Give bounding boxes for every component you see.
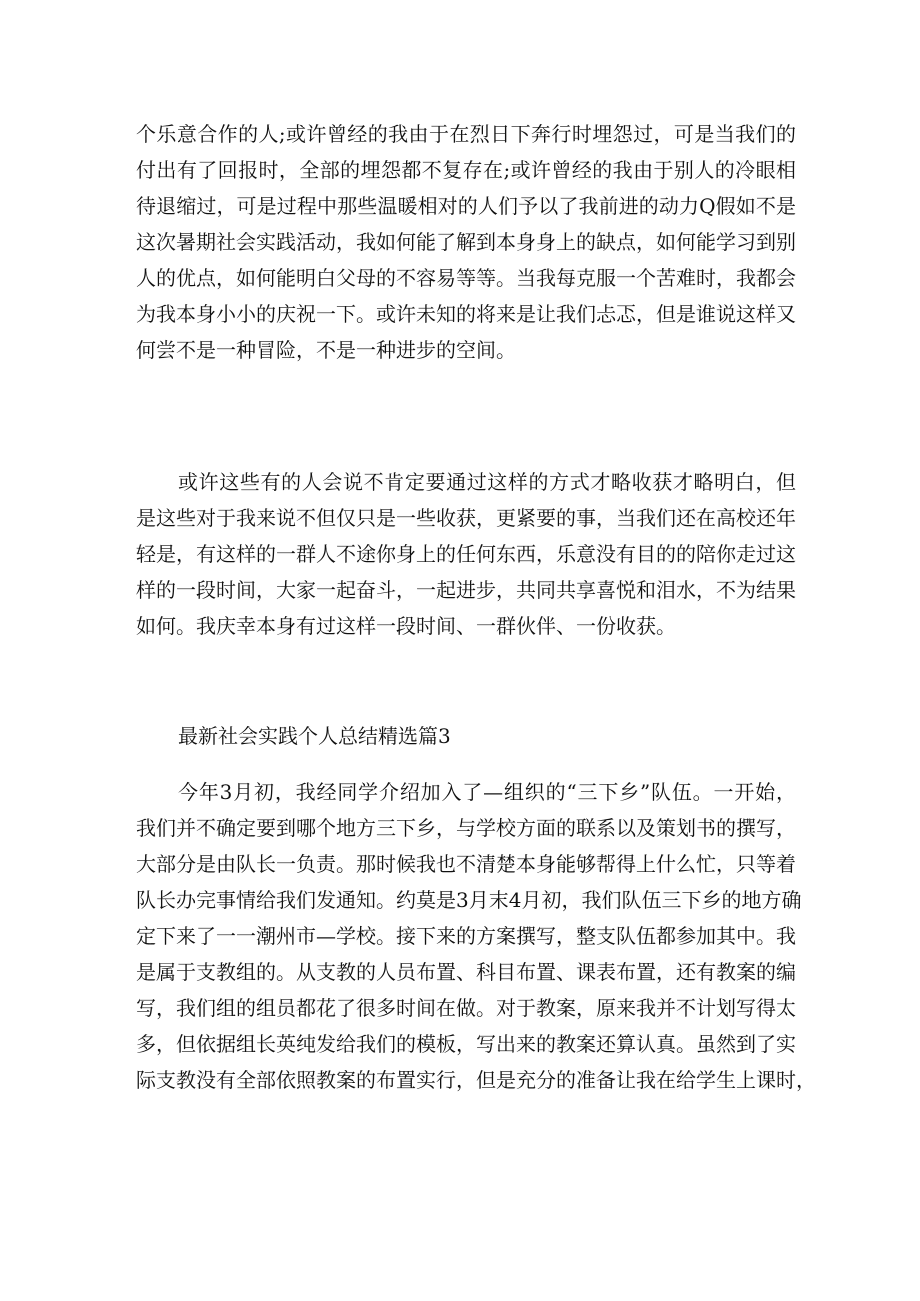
paragraph-1 [136,116,796,368]
text-line: 这次暑期社会实践活动，我如何能了解到本身身上的缺点，如何能学习到别 [136,230,796,254]
text-line: 待退缩过，可是过程中那些温暖相对的人们予以了我前进的动力Q假如不是 [136,194,796,218]
text-line: 轻是，有这样的一群人不途你身上的任何东西，乐意没有目的的陪你走过这 [136,542,796,566]
text-line: 队长办完事情给我们发通知。约莫是3月末4月初，我们队伍三下乡的地方确 [136,888,802,912]
section-heading: 最新社会实践个人总结精选篇3 [178,724,451,748]
text-line: 是这些对于我来说不但仅只是一些收获，更紧要的事，当我们还在高校还年 [136,506,796,530]
text-line: 今年3月初，我经同学介绍加入了—组织的“三下乡”队伍。一开始， [178,780,796,804]
text-line: 样的一段时间，大家一起奋斗，一起进步，共同共享喜悦和泪水，不为结果 [136,578,796,602]
paragraph-3 [136,774,816,1098]
text-line: 人的优点，如何能明白父母的不容易等等。当我每克服一个苦难时，我都会 [136,266,796,290]
text-line: 是属于支教组的。从支教的人员布置、科目布置、课表布置，还有教案的编 [136,960,796,984]
paragraph-2 [136,464,796,644]
text-line: 大部分是由队长一负责。那时候我也不清楚本身能够帮得上什么忙，只等着 [136,852,796,876]
text-line: 个乐意合作的人;或许曾经的我由于在烈日下奔行时埋怨过，可是当我们的 [136,122,796,146]
text-line: 我们并不确定要到哪个地方三下乡，与学校方面的联系以及策划书的撰写， [136,816,796,840]
text-line: 何尝不是一种冒险，不是一种进步的空间。 [136,338,516,362]
text-line: 或许这些有的人会说不肯定要通过这样的方式才略收获才略明白，但 [178,470,796,494]
text-line: 为我本身小小的庆祝一下。或许未知的将来是让我们忐忑，但是谁说这样又 [136,302,796,326]
text-line: 际支教没有全部依照教案的布置实行，但是充分的准备让我在给学生上课时， [136,1068,816,1092]
text-line: 如何。我庆幸本身有过这样一段时间、一群伙伴、一份收获。 [136,614,676,638]
text-line: 写，我们组的组员都花了很多时间在做。对于教案，原来我并不计划写得太 [136,996,796,1020]
text-line: 多，但依据组长英纯发给我们的模板，写出来的教案还算认真。虽然到了实 [136,1032,796,1056]
text-line: 付出有了回报时，全部的埋怨都不复存在;或许曾经的我由于别人的冷眼相 [136,158,796,182]
text-line: 定下来了一一潮州市—学校。接下来的方案撰写，整支队伍都参加其中。我 [136,924,796,948]
